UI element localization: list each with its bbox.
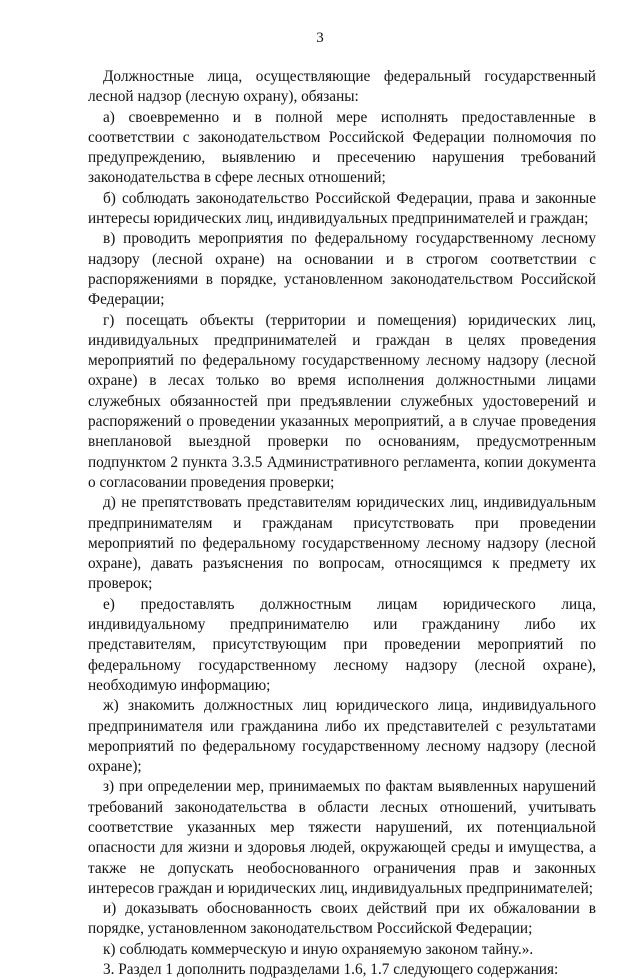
paragraph-intro: Должностные лица, осуществляющие федеральный государственный лесной надзор (лесную охрану), обязаны: <box>88 68 596 106</box>
paragraph-item-zh: ж) знакомить должностных лиц юридического лица, индивидуального предпринимателя или гражданина либо их представителей с результатами мероприятий по федеральному государственному лесному надзору (лесной охране); <box>88 697 596 776</box>
paragraph-item-d: д) не препятствовать представителям юридических лиц, индивидуальным предпринимателям и гражданам присутствовать при проведении мероприятий по федеральному государственному лесному надзору (лесной охране), давать разъяснения по вопросам, относящимся к предмету их проверок; <box>88 494 596 593</box>
paragraph-item-i: и) доказывать обоснованность своих действий при их обжаловании в порядке, установленном законодательством Российской Федерации; <box>88 900 596 938</box>
paragraph-item-z: з) при определении мер, принимаемых по фактам выявленных нарушений требований законодательства в области лесных отношений, учитывать соответствие указанных мер тяжести нарушений, их потенциальной опасности для жизни и здоровья людей, окружающей среды и имущества, а также не допускать необоснованного ограничения прав и законных интересов граждан и юридических лиц, индивидуальных предпринимателей; <box>88 778 596 897</box>
paragraph-section-3: 3. Раздел 1 дополнить подразделами 1.6, 1.7 следующего содержания: <box>103 961 559 979</box>
paragraph-item-e: е) предоставлять должностным лицам юридического лица, индивидуальному предпринимателю или гражданину либо их представителям, присутствующим при проведении мероприятий по федеральному государственному лесному надзору (лесной охране), необходимую информацию; <box>88 595 596 694</box>
paragraph-item-g: г) посещать объекты (территории и помещения) юридических лиц, индивидуальных предпринимателей и граждан в целях проведения мероприятий по федеральному государственному лесному надзору (лесной охране) в лесах только во время исполнения должностными лицами служебных обязанностей при предъявлении служебных удостоверений и распоряжений о проведении указанных мероприятий, а в случае проведения внеплановой выездной проверки по основаниям, предусмотренным подпунктом 2 пункта 3.3.5 Административного регламента, копии документа о согласовании проведения проверки; <box>88 311 596 491</box>
paragraph-item-k: к) соблюдать коммерческую и иную охраняемую законом тайну.». <box>103 940 534 958</box>
page-number: 3 <box>316 30 324 46</box>
paragraph-item-b: б) соблюдать законодательство Российской Федерации, права и законные интересы юридических лиц, индивидуальных предпринимателей и граждан; <box>88 189 596 228</box>
document-body <box>88 67 596 980</box>
paragraph-item-v: в) проводить мероприятия по федеральному государственному лесному надзору (лесной охране) на основании и в строгом соответствии с распоряжениями в порядке, установленном законодательством Российской Федерации; <box>88 230 596 309</box>
paragraph-item-a: а) своевременно и в полной мере исполнять предоставленные в соответствии с законодательством Российской Федерации полномочия по предупреждению, выявлению и пресечению нарушения требований законодательства в сфере лесных отношений; <box>88 108 596 187</box>
